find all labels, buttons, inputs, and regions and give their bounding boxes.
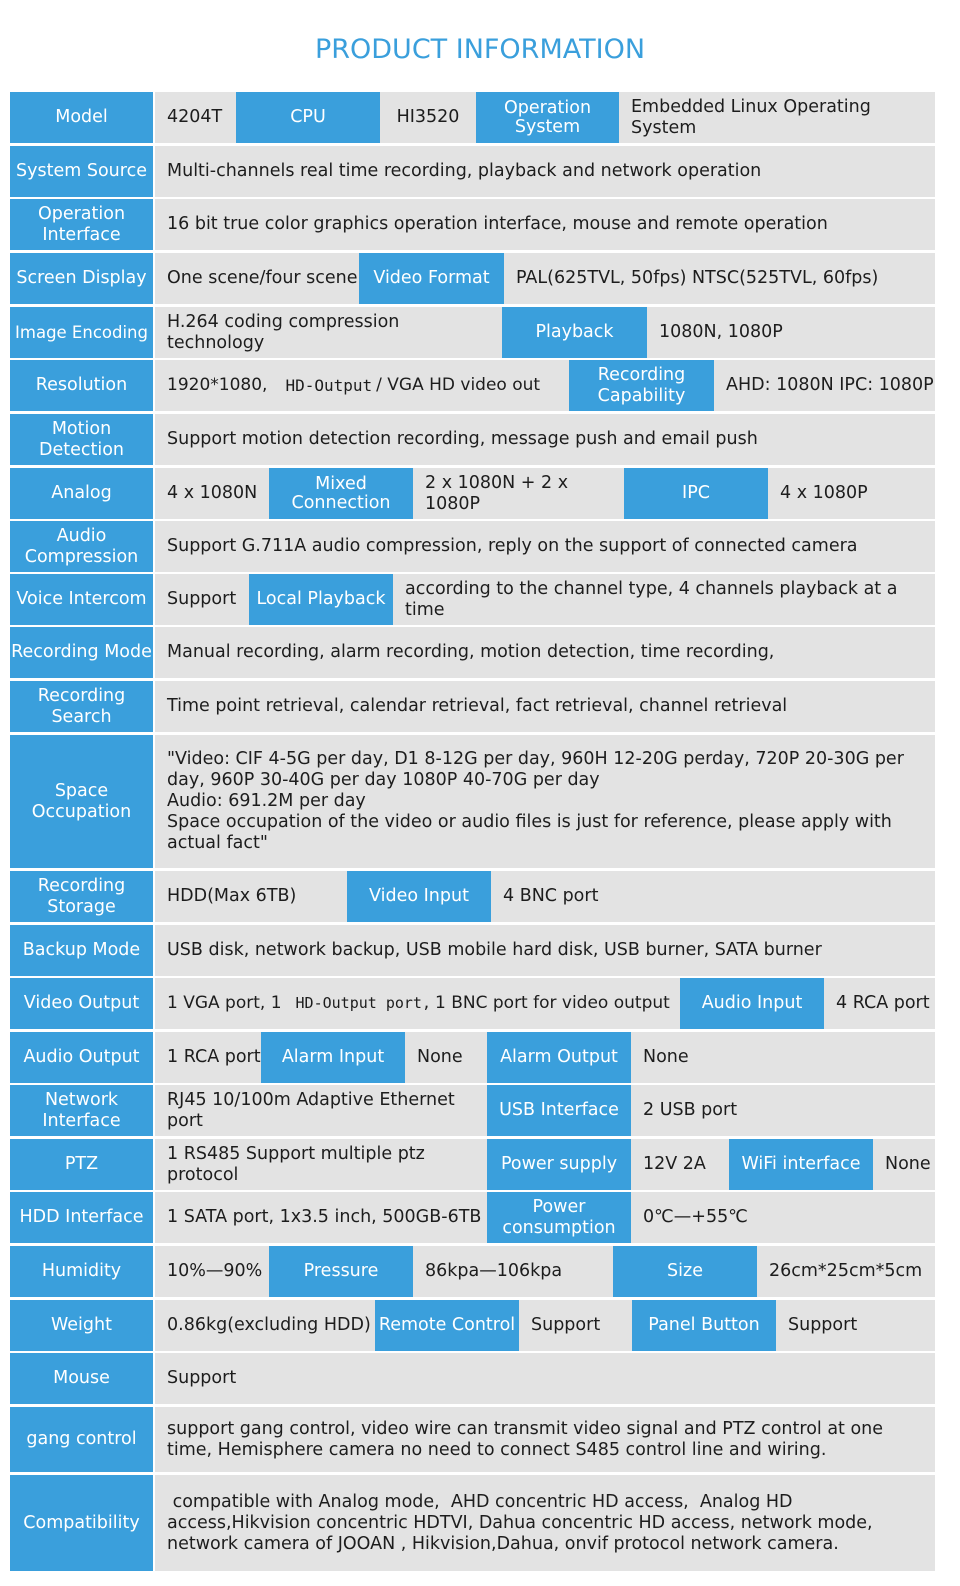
panel-button-label: Panel Button xyxy=(632,1300,776,1351)
power-consumption-value: 0℃—+55℃ xyxy=(631,1192,935,1243)
page-title: PRODUCT INFORMATION xyxy=(314,34,646,65)
resolution-value-b: HD-Output xyxy=(285,376,373,395)
alarm-input-label: Alarm Input xyxy=(261,1032,405,1083)
local-playback-label: Local Playback xyxy=(249,574,393,625)
mixed-connection-label: Mixed Connection xyxy=(269,468,413,519)
video-output-label: Video Output xyxy=(10,978,153,1029)
wifi-interface-value: None xyxy=(873,1139,935,1190)
compatibility-value: compatible with Analog mode, AHD concentric HD access, Analog HD access,Hikvision concentric HDTVI, Dahua concentric HD access, network mode, network camera of JOOAN , Hikvision,Dahua, onvif protocol network camera. xyxy=(155,1475,935,1571)
image-encoding-value: H.264 coding compression technology xyxy=(155,307,502,358)
cpu-label: CPU xyxy=(236,92,380,143)
usb-interface-value: 2 USB port xyxy=(631,1085,935,1136)
playback-value: 1080N, 1080P xyxy=(647,307,935,358)
hdd-interface-label: HDD Interface xyxy=(10,1192,153,1243)
alarm-input-value: None xyxy=(405,1032,487,1083)
alarm-output-label: Alarm Output xyxy=(487,1032,631,1083)
recording-search-value: Time point retrieval, calendar retrieval, fact retrieval, channel retrieval xyxy=(155,681,935,732)
backup-mode-value: USB disk, network backup, USB mobile hard disk, USB burner, SATA burner xyxy=(155,925,935,976)
power-consumption-label: Power consumption xyxy=(487,1192,631,1243)
mouse-label: Mouse xyxy=(10,1353,153,1404)
remote-control-value: Support xyxy=(519,1300,632,1351)
recording-capability-label: Recording Capability xyxy=(569,360,714,411)
mouse-value: Support xyxy=(155,1353,935,1404)
resolution-label: Resolution xyxy=(10,360,153,411)
audio-compression-value: Support G.711A audio compression, reply on the support of connected camera xyxy=(155,521,935,572)
pressure-label: Pressure xyxy=(269,1246,413,1297)
video-input-value: 4 BNC port xyxy=(491,871,935,922)
screen-display-label: Screen Display xyxy=(10,253,153,304)
model-value: 4204T xyxy=(155,92,236,143)
ipc-label: IPC xyxy=(624,468,768,519)
ipc-value: 4 x 1080P xyxy=(768,468,935,519)
pressure-value: 86kpa—106kpa xyxy=(413,1246,613,1297)
audio-input-value: 4 RCA port xyxy=(824,978,935,1029)
operation-interface-label: Operation Interface xyxy=(10,199,153,250)
weight-label: Weight xyxy=(10,1300,153,1351)
hdd-interface-value: 1 SATA port, 1x3.5 inch, 500GB-6TB xyxy=(155,1192,487,1243)
network-interface-label: Network Interface xyxy=(10,1085,153,1136)
audio-output-label: Audio Output xyxy=(10,1032,153,1083)
space-occupation-label: Space Occupation xyxy=(10,735,153,868)
cpu-value: HI3520 xyxy=(380,92,476,143)
ptz-label: PTZ xyxy=(10,1139,153,1190)
playback-label: Playback xyxy=(502,307,647,358)
ptz-value: 1 RS485 Support multiple ptz protocol xyxy=(155,1139,487,1190)
recording-storage-label: Recording Storage xyxy=(10,871,153,922)
video-output-value-c: 1 BNC port for video output xyxy=(435,993,670,1013)
model-label: Model xyxy=(10,92,153,143)
operation-interface-value: 16 bit true color graphics operation interface, mouse and remote operation xyxy=(155,199,935,250)
network-interface-value: RJ45 10/100m Adaptive Ethernet port xyxy=(155,1085,487,1136)
video-format-label: Video Format xyxy=(359,253,504,304)
recording-capability-value: AHD: 1080N IPC: 1080P xyxy=(714,360,935,411)
alarm-output-value: None xyxy=(631,1032,935,1083)
humidity-value: 10%—90% xyxy=(155,1246,269,1297)
mixed-connection-value: 2 x 1080N + 2 x 1080P xyxy=(413,468,624,519)
weight-value: 0.86kg(excluding HDD) xyxy=(155,1300,375,1351)
resolution-value xyxy=(155,360,569,411)
video-format-value: PAL(625TVL, 50fps) NTSC(525TVL, 60fps) xyxy=(504,253,935,304)
space-occupation-line3: Space occupation of the video or audio files is just for reference, please apply with actual fact" xyxy=(167,812,892,853)
size-value: 26cm*25cm*5cm xyxy=(757,1246,935,1297)
voice-intercom-value: Support xyxy=(155,574,249,625)
audio-input-label: Audio Input xyxy=(680,978,824,1029)
audio-compression-label: Audio Compression xyxy=(10,521,153,572)
usb-interface-label: USB Interface xyxy=(487,1085,631,1136)
gang-control-label: gang control xyxy=(10,1407,153,1472)
image-encoding-label: Image Encoding xyxy=(10,307,153,358)
backup-mode-label: Backup Mode xyxy=(10,925,153,976)
screen-display-value: One scene/four scene xyxy=(155,253,359,304)
compatibility-label: Compatibility xyxy=(10,1475,153,1571)
recording-storage-value: HDD(Max 6TB) xyxy=(155,871,347,922)
video-output-value xyxy=(155,978,680,1029)
space-occupation-value xyxy=(155,735,935,868)
analog-value: 4 x 1080N xyxy=(155,468,269,519)
space-occupation-line1: "Video: CIF 4-5G per day, D1 8-12G per day, 960H 12-20G perday, 720P 20-30G per day, 960P 30-40G per day 1080P 40-70G per day xyxy=(167,749,904,790)
analog-label: Analog xyxy=(10,468,153,519)
recording-mode-label: Recording Mode xyxy=(10,627,153,678)
motion-detection-label: Motion Detection xyxy=(10,414,153,465)
wifi-interface-label: WiFi interface xyxy=(729,1139,873,1190)
size-label: Size xyxy=(613,1246,757,1297)
gang-control-value: support gang control, video wire can transmit video signal and PTZ control at one time, Hemisphere camera no need to connect S485 control line and wiring. xyxy=(155,1407,935,1472)
remote-control-label: Remote Control xyxy=(375,1300,519,1351)
system-source-value: Multi-channels real time recording, playback and network operation xyxy=(155,146,935,197)
recording-mode-value: Manual recording, alarm recording, motion detection, time recording, xyxy=(155,627,935,678)
recording-search-label: Recording Search xyxy=(10,681,153,732)
video-output-value-b: HD-Output port, xyxy=(295,994,431,1012)
system-source-label: System Source xyxy=(10,146,153,197)
video-output-value-a: 1 VGA port, 1 xyxy=(167,993,282,1013)
os-label: Operation System xyxy=(476,92,619,143)
space-occupation-line2: Audio: 691.2M per day xyxy=(167,791,366,811)
power-supply-value: 12V 2A xyxy=(631,1139,729,1190)
panel-button-value: Support xyxy=(776,1300,935,1351)
audio-output-value: 1 RCA port xyxy=(155,1032,261,1083)
motion-detection-value: Support motion detection recording, message push and email push xyxy=(155,414,935,465)
resolution-value-c: / VGA HD video out xyxy=(376,375,541,395)
power-supply-label: Power supply xyxy=(487,1139,631,1190)
resolution-value-a: 1920*1080, xyxy=(167,375,268,395)
local-playback-value: according to the channel type, 4 channels playback at a time xyxy=(393,574,935,625)
os-value: Embedded Linux Operating System xyxy=(619,92,935,143)
humidity-label: Humidity xyxy=(10,1246,153,1297)
video-input-label: Video Input xyxy=(347,871,491,922)
voice-intercom-label: Voice Intercom xyxy=(10,574,153,625)
